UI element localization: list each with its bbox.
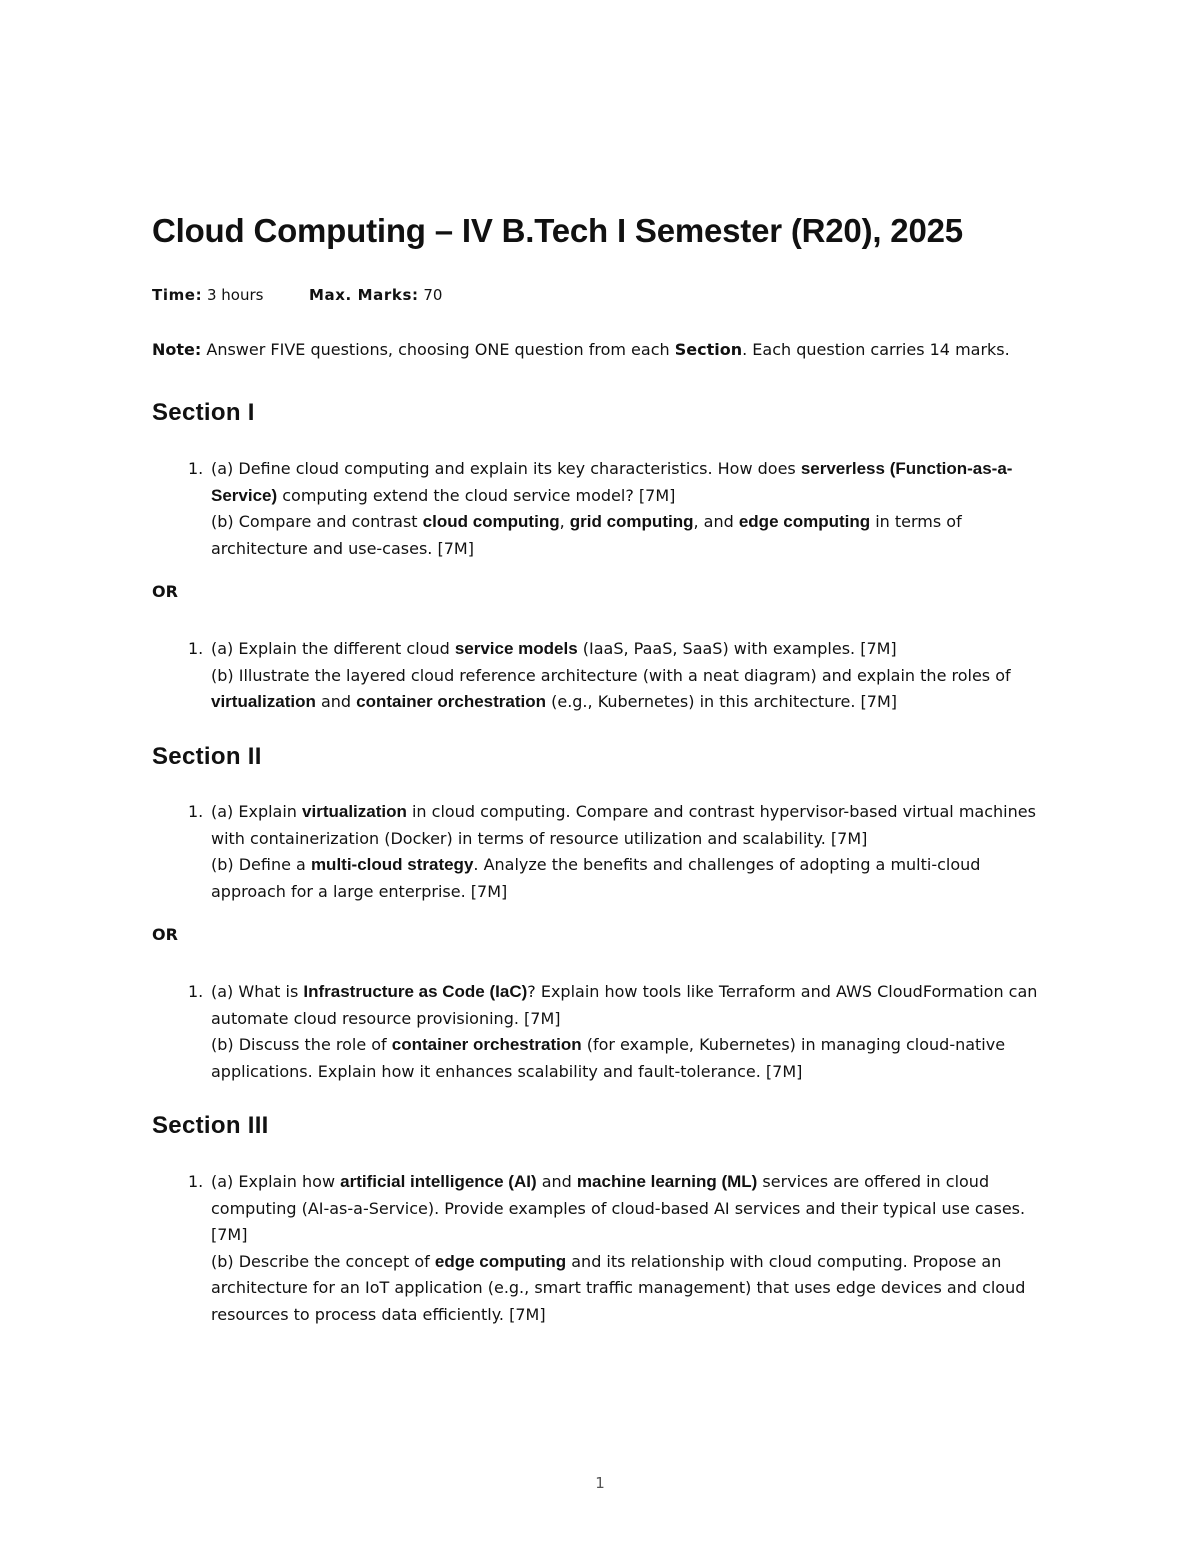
- question-part-b: (b) Compare and contrast cloud computing, grid computing, and edge computing in terms of architecture and use-cases. [7M]: [211, 512, 962, 558]
- question-part-a: (a) Explain virtualization in cloud computing. Compare and contrast hypervisor-based virtual machines with containerization (Docker) in terms of resource utilization and scalability. [7M]: [211, 802, 1036, 848]
- question-item: [188, 456, 1048, 562]
- note-bold: Section: [674, 340, 743, 359]
- question-part-b: (b) Illustrate the layered cloud reference architecture (with a neat diagram) and explain the roles of virtualization and container orchestration (e.g., Kubernetes) in this architecture. [7M]: [211, 665, 1011, 711]
- question-part-a: (a) Explain the different cloud service models (IaaS, PaaS, SaaS) with examples. [7M]: [211, 639, 897, 658]
- page-title: Cloud Computing – IV B.Tech I Semester (R20), 2025: [152, 212, 963, 249]
- section-heading: Section III: [152, 1112, 269, 1139]
- time-label: Time:: [152, 286, 203, 304]
- marks-value: 70: [423, 286, 443, 304]
- section-heading: Section I: [152, 399, 255, 426]
- or-separator: OR: [152, 582, 178, 601]
- question-item: [188, 636, 1048, 716]
- question-part-b: (b) Discuss the role of container orchestration (for example, Kubernetes) in managing cloud-native applications. Explain how it enhances scalability and fault-tolerance. [7M]: [211, 1035, 1006, 1081]
- note-text-end: . Each question carries 14 marks.: [742, 340, 1010, 359]
- question-number: 1.: [188, 1172, 204, 1191]
- question-part-a: (a) Define cloud computing and explain its key characteristics. How does serverless (Function-as-a-Service) computing extend the cloud service model? [7M]: [211, 459, 1013, 505]
- exam-meta: [152, 286, 442, 304]
- question-number: 1.: [188, 459, 204, 478]
- question-number: 1.: [188, 639, 204, 658]
- question-item: [188, 1169, 1048, 1328]
- note-label: Note:: [152, 340, 202, 359]
- question-part-a: (a) What is Infrastructure as Code (IaC)? Explain how tools like Terraform and AWS CloudFormation can automate cloud resource provisioning. [7M]: [211, 982, 1038, 1028]
- question-part-a: (a) Explain how artificial intelligence (AI) and machine learning (ML) services are offered in cloud computing (AI-as-a-Service). Provide examples of cloud-based AI services and their typical use cases. [7M]: [211, 1172, 1026, 1244]
- or-separator: OR: [152, 925, 178, 944]
- section-heading: Section II: [152, 743, 262, 770]
- question-number: 1.: [188, 802, 204, 821]
- question-number: 1.: [188, 982, 204, 1001]
- question-item: [188, 979, 1048, 1085]
- page-number: 1: [595, 1474, 605, 1492]
- exam-note: [152, 340, 1010, 359]
- question-part-b: (b) Define a multi-cloud strategy. Analyze the benefits and challenges of adopting a multi-cloud approach for a large enterprise. [7M]: [211, 855, 981, 901]
- time-value: 3 hours: [206, 286, 264, 304]
- question-item: [188, 799, 1048, 905]
- note-text: Answer FIVE questions, choosing ONE question from each: [206, 340, 670, 359]
- marks-label: Max. Marks:: [309, 286, 419, 304]
- question-part-b: (b) Describe the concept of edge computing and its relationship with cloud computing. Propose an architecture for an IoT application (e.g., smart traffic management) that uses edge devices and cloud resources to process data efficiently. [7M]: [211, 1251, 1026, 1324]
